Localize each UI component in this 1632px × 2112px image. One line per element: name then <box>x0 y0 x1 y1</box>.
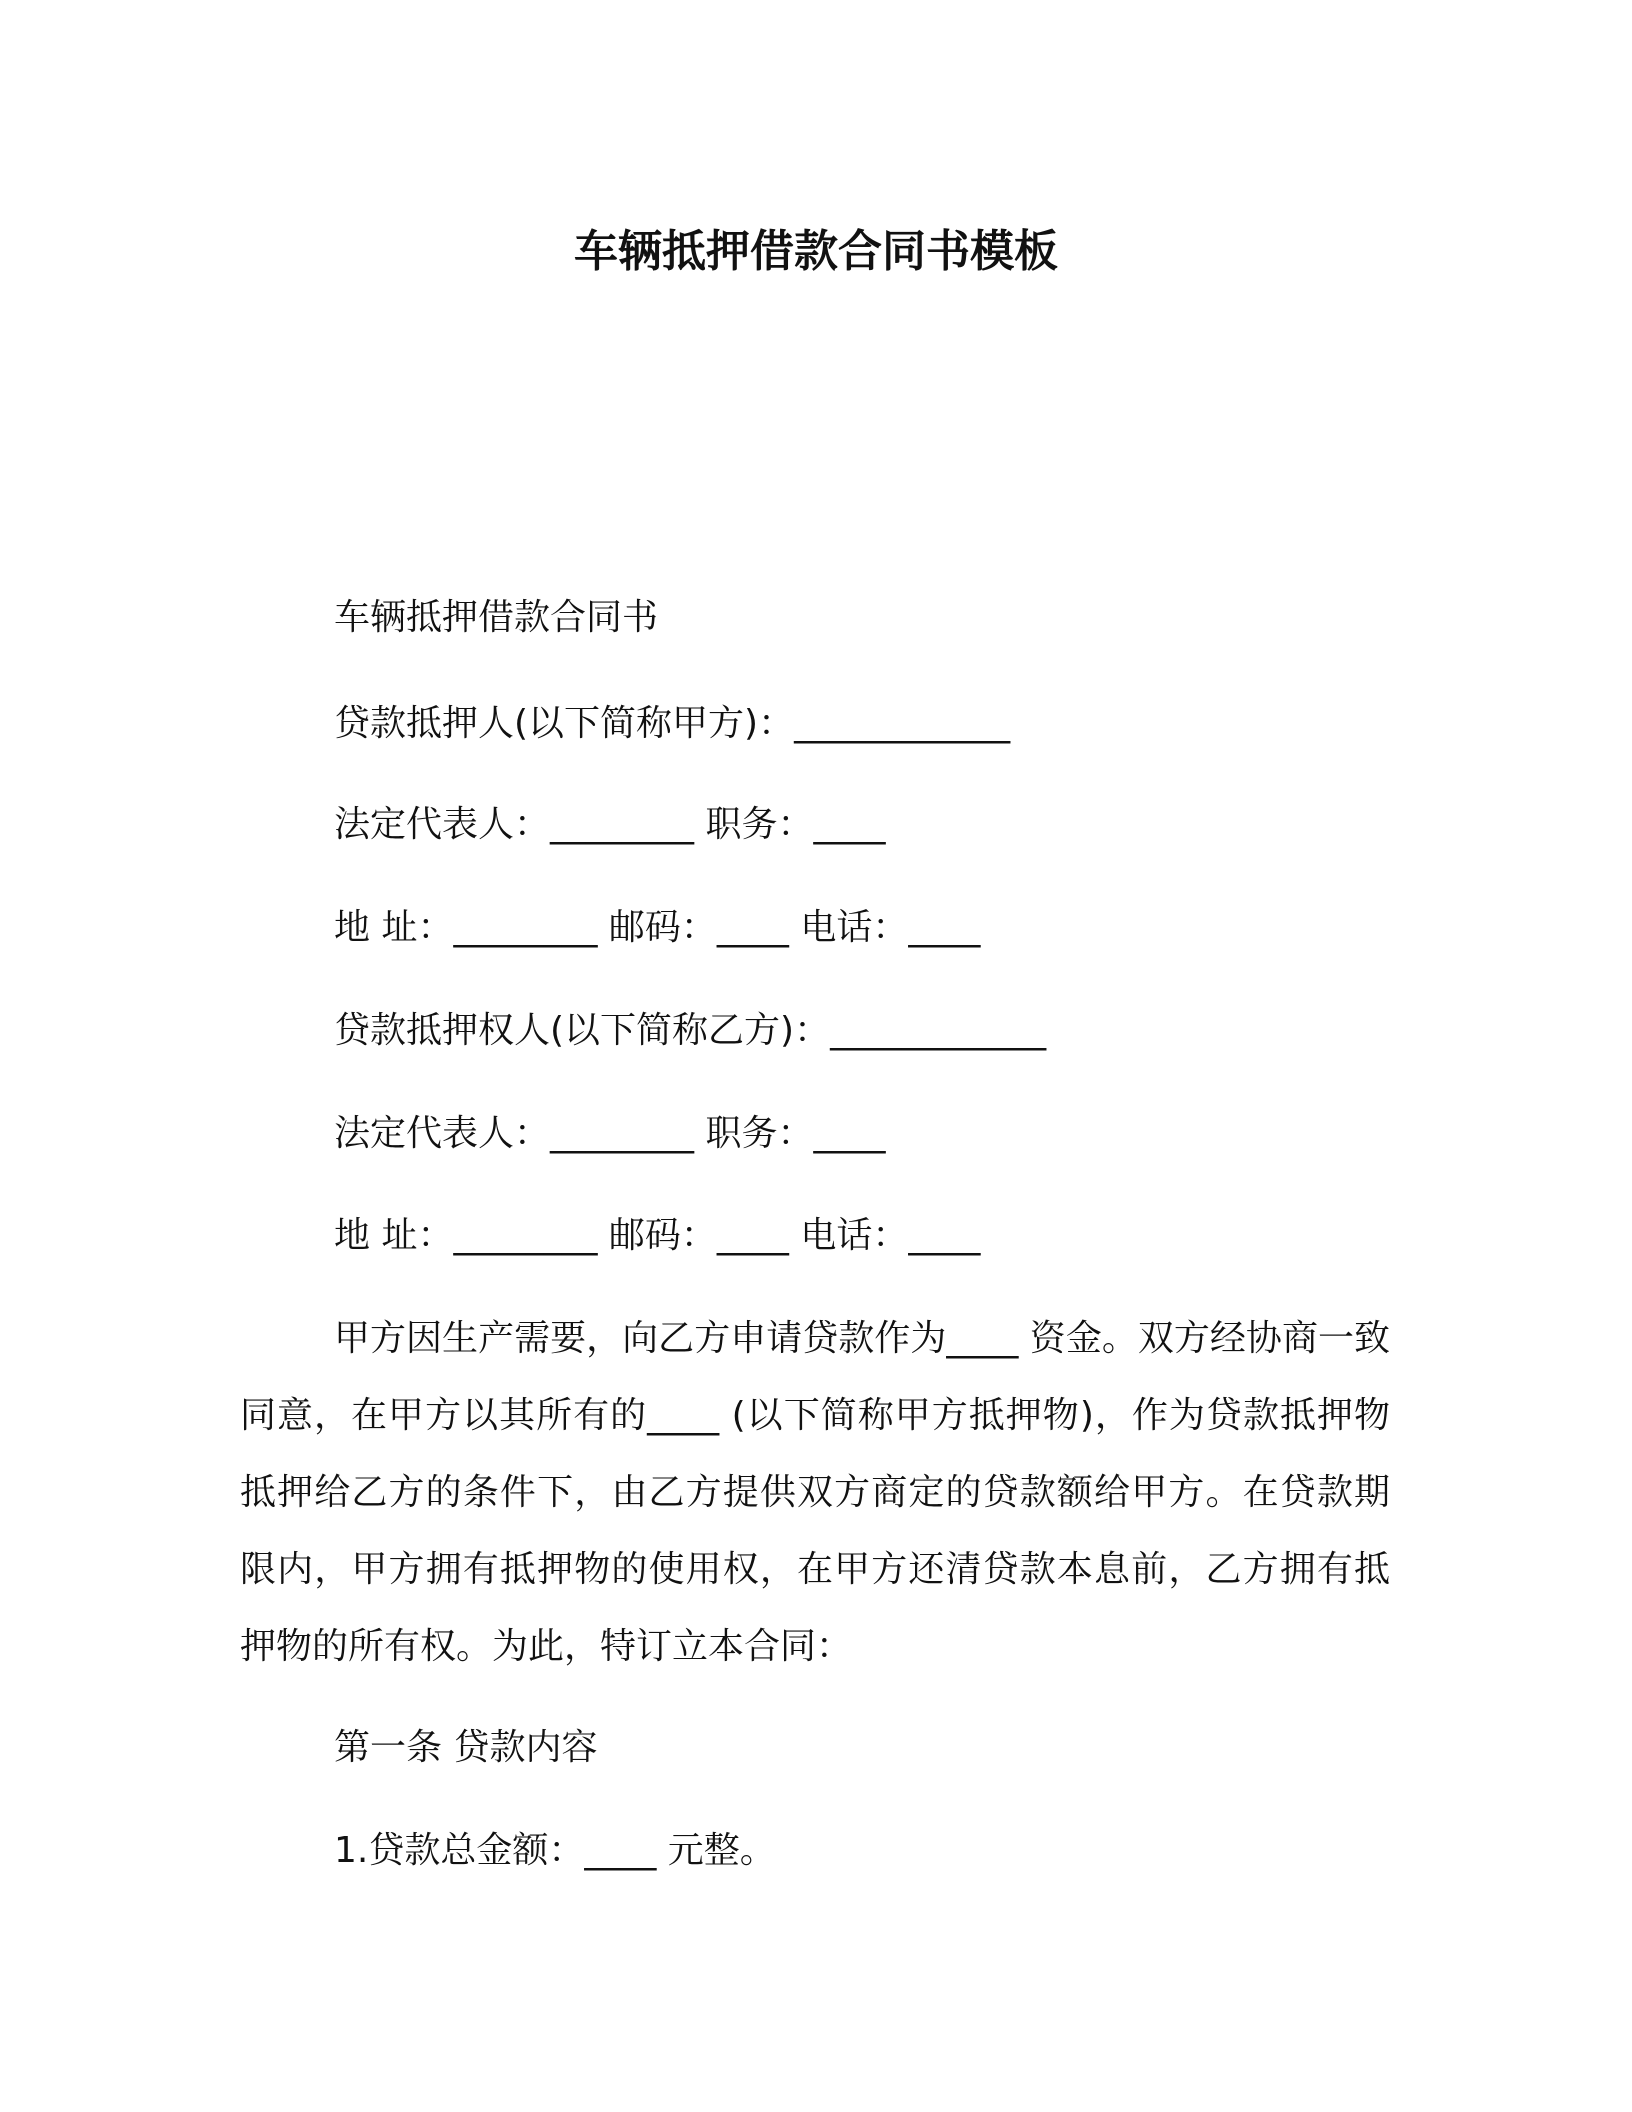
article-1-item-1: 1.贷款总金额：____ 元整。 <box>334 1830 776 1871</box>
document-title: 车辆抵押借款合同书模板 <box>574 226 1058 277</box>
article-1-heading: 第一条 贷款内容 <box>334 1727 598 1768</box>
party-a-address-line: 地 址：________ 邮码：____ 电话：____ <box>334 907 981 948</box>
party-a-representative-line: 法定代表人：________ 职务：____ <box>334 804 886 845</box>
party-b-address-line: 地 址：________ 邮码：____ 电话：____ <box>334 1215 981 1256</box>
preamble-paragraph: 甲方因生产需要，向乙方申请贷款作为____ 资金。双方经协商一致同意，在甲方以其所有的____ (以下简称甲方抵押物)，作为贷款抵押物抵押给乙方的条件下，由乙方提供双方商定的贷款额给甲方。在贷款期限内，甲方拥有抵押物的使用权，在甲方还清贷款本息前，乙方拥有抵押物的所有权。为此，特订立本合同： <box>240 1318 1390 1667</box>
party-b-representative-line: 法定代表人：________ 职务：____ <box>334 1113 886 1154</box>
party-a-name-line: 贷款抵押人(以下简称甲方)：____________ <box>334 703 1011 744</box>
contract-subtitle: 车辆抵押借款合同书 <box>334 597 659 638</box>
party-b-name-line: 贷款抵押权人(以下简称乙方)：____________ <box>334 1010 1047 1051</box>
